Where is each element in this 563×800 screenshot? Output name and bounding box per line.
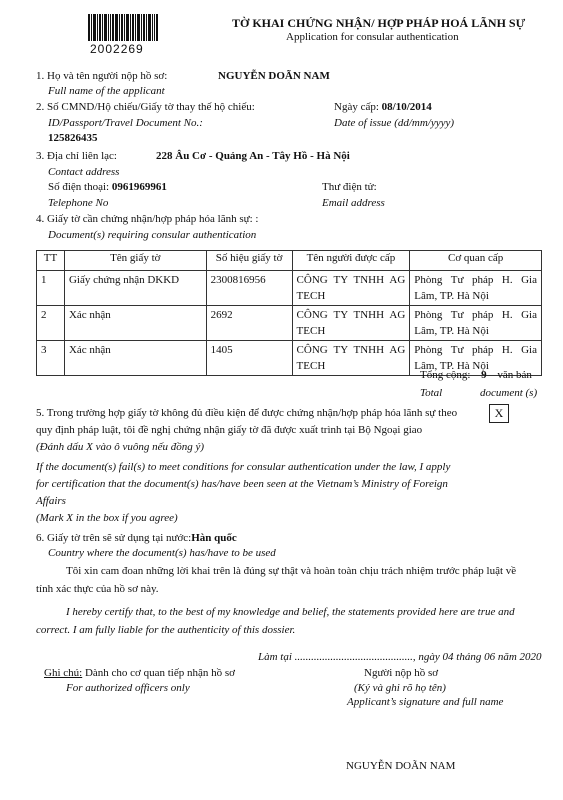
- documents-label-en: Document(s) requiring consular authentication: [48, 229, 257, 241]
- table-row: [37, 271, 542, 306]
- documents-label: 4. Giấy tờ cần chứng nhận/hợp pháp hóa lãnh sự: :: [36, 213, 259, 225]
- cell-tt: 1: [37, 271, 65, 306]
- total-label-en: Total: [420, 387, 443, 399]
- contact-address-label: 3. Địa chỉ liên lạc:: [36, 150, 117, 162]
- header-issued-to: Tên người được cấp: [292, 251, 410, 271]
- phone-label: Số điện thoại: 0961969961: [48, 181, 167, 193]
- barcode-number: 2002269: [90, 42, 144, 56]
- id-number-label: 2. Số CMND/Hộ chiếu/Giấy tờ thay thế hộ chiếu:: [36, 101, 255, 113]
- cell-issuing-agency: Phòng Tư pháp H. Gia Lâm, TP. Hà Nội: [410, 306, 542, 341]
- email-label-en: Email address: [322, 197, 385, 209]
- applicant-name-value: NGUYỄN DOÃN NAM: [218, 70, 330, 82]
- cell-issued-to: CÔNG TY TNHH AG TECH: [292, 306, 410, 341]
- cell-doc-number: 2692: [206, 306, 292, 341]
- note-text-en: For authorized officers only: [66, 682, 190, 694]
- contact-address-label-en: Contact address: [48, 166, 120, 178]
- cell-doc-name: Giấy chứng nhận DKKD: [64, 271, 206, 306]
- place-date: Làm tại ..........................................., ngày 04 tháng 06 năm 2020: [258, 651, 542, 663]
- form-subtitle: Application for consular authentication: [286, 31, 459, 43]
- form-title: TỜ KHAI CHỨNG NHẬN/ HỢP PHÁP HOÁ LÃNH SỰ: [232, 16, 526, 30]
- header-doc-name: Tên giấy tờ: [64, 251, 206, 271]
- section5-en-line4: (Mark X in the box if you agree): [36, 512, 178, 524]
- header-tt: TT: [37, 251, 65, 271]
- signature-hint: (Ký và ghi rõ họ tên): [354, 682, 446, 694]
- cell-issued-to: CÔNG TY TNHH AG TECH: [292, 341, 410, 376]
- note-label: Ghi chú: Dành cho cơ quan tiếp nhận hồ sơ: [44, 667, 235, 679]
- issue-date-value: 08/10/2014: [381, 101, 432, 113]
- total-value: 9: [481, 369, 487, 381]
- id-number-value: 125826435: [48, 132, 98, 144]
- cell-doc-name: Xác nhận: [64, 341, 206, 376]
- id-number-label-en: ID/Passport/Travel Document No.:: [48, 117, 203, 129]
- section5-line2: quy định pháp luật, tôi đề nghị chứng nhận giấy tờ đã được xuất trình tại Bộ Ngoại giao: [36, 424, 423, 436]
- cell-issuing-agency: Phòng Tư pháp H. Gia Lâm, TP. Hà Nội: [410, 271, 542, 306]
- cell-doc-name: Xác nhận: [64, 306, 206, 341]
- contact-address-value: 228 Âu Cơ - Quảng An - Tây Hồ - Hà Nội: [156, 150, 350, 162]
- section5-en-line3: Affairs: [36, 495, 66, 507]
- table-header-row: [37, 251, 542, 271]
- applicant-name-label-en: Full name of the applicant: [48, 85, 165, 97]
- declaration-en-line2: correct. I am fully liable for the authenticity of this dossier.: [36, 624, 296, 636]
- barcode-image: [88, 14, 158, 41]
- email-label: Thư điện tử:: [322, 181, 377, 193]
- table-row: [37, 306, 542, 341]
- section5-line3: (Đánh dấu X vào ô vuông nếu đồng ý): [36, 441, 205, 453]
- documents-table: [36, 250, 542, 376]
- total-label: Tổng cộng: 9 văn bản: [420, 369, 532, 381]
- cell-issued-to: CÔNG TY TNHH AG TECH: [292, 271, 410, 306]
- applicant-name-label: 1. Họ và tên người nộp hồ sơ:: [36, 70, 168, 82]
- cell-issuing-agency: Phòng Tư pháp H. Gia Lâm, TP. Hà Nội: [410, 341, 542, 376]
- cell-tt: 3: [37, 341, 65, 376]
- signature-label-en: Applicant’s signature and full name: [347, 696, 504, 708]
- header-doc-number: Số hiệu giấy tờ: [206, 251, 292, 271]
- signature-label: Người nộp hồ sơ: [364, 667, 439, 679]
- total-unit-en: document (s): [480, 387, 538, 399]
- cell-tt: 2: [37, 306, 65, 341]
- agree-checkbox[interactable]: X: [489, 404, 509, 423]
- issue-date-label: Ngày cấp: 08/10/2014: [334, 101, 432, 113]
- country-label-en: Country where the document(s) has/have to be used: [48, 547, 276, 559]
- section5-line1: 5. Trong trường hợp giấy tờ không đủ điều kiện để được chứng nhận/hợp pháp hóa lãnh sự theo: [36, 407, 458, 419]
- section5-en-line2: for certification that the document(s) has/have been seen at the Vietnam’s Ministry of Foreign: [36, 478, 448, 490]
- phone-label-en: Telephone No: [48, 197, 109, 209]
- header-issuing-agency: Cơ quan cấp: [410, 251, 542, 271]
- cell-doc-number: 2300816956: [206, 271, 292, 306]
- signature-name: NGUYỄN DOÃN NAM: [346, 760, 456, 772]
- issue-date-label-en: Date of issue (dd/mm/yyyy): [334, 117, 455, 129]
- declaration-vn-line2: tính xác thực của hồ sơ này.: [36, 583, 159, 595]
- cell-doc-number: 1405: [206, 341, 292, 376]
- declaration-en-line1: I hereby certify that, to the best of my knowledge and belief, the statements provided here are true and: [66, 606, 515, 618]
- phone-value: 0961969961: [111, 181, 167, 193]
- country-label: 6. Giấy tờ trên sẽ sử dụng tại nước:Hàn quốc: [36, 532, 237, 544]
- section5-en-line1: If the document(s) fail(s) to meet conditions for consular authentication under the law, I apply: [36, 461, 451, 473]
- declaration-vn-line1: Tôi xin cam đoan những lời khai trên là đúng sự thật và hoàn toàn chịu trách nhiệm trước pháp luật về: [66, 565, 517, 577]
- country-value: Hàn quốc: [191, 532, 237, 544]
